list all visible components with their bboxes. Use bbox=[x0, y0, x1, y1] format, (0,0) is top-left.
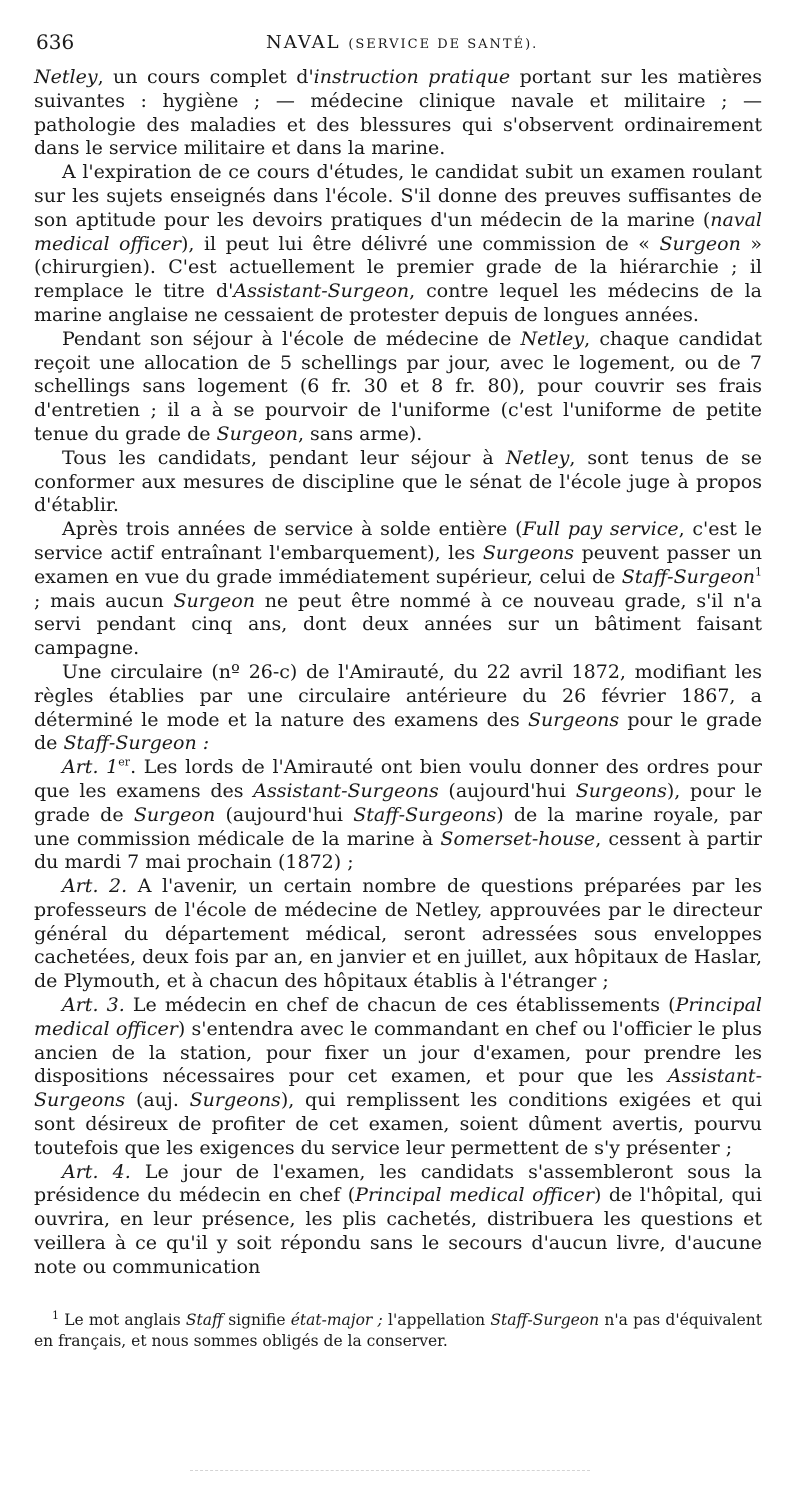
text-run: Le médecin en chef de chacun de ces établissements ( bbox=[124, 994, 676, 1017]
italic-text: Staff-Surgeon bbox=[621, 565, 755, 588]
italic-text: Netley bbox=[34, 66, 98, 88]
text-run: (auj. bbox=[125, 1089, 190, 1112]
text-run: A l'avenir, un certain nombre de questions préparées par les professeurs de l'école de médecine de Netley, approuvées par le directeur général du département médical, seront adressées sous enveloppes cachetées, deux fois par an, en janvier et en juillet, aux hôpitaux de Haslar, de Plymouth, et à chacun des hôpitaux établis à l'étranger ; bbox=[34, 875, 762, 993]
text-run: ), il peut lui être délivré une commission de « bbox=[181, 232, 660, 255]
italic-text: Surgeon bbox=[133, 803, 216, 826]
italic-text: Netley bbox=[505, 446, 570, 469]
italic-text: Art. 1 bbox=[62, 756, 119, 779]
article-paragraph bbox=[34, 756, 762, 875]
italic-text: Full pay service bbox=[522, 518, 679, 541]
italic-text: état-major ; bbox=[290, 1311, 383, 1329]
running-title: NAVAL bbox=[266, 32, 341, 53]
italic-text: instruction pratique bbox=[313, 66, 511, 88]
text-run: Tous les candidats, pendant leur séjour à bbox=[62, 446, 506, 469]
italic-text: Assistant-Surgeons bbox=[34, 1065, 762, 1112]
italic-text: Netley bbox=[520, 327, 585, 350]
page-header bbox=[36, 28, 760, 58]
footnotes bbox=[34, 1310, 762, 1352]
italic-text: Art. 2. bbox=[62, 875, 128, 898]
italic-text: Principal medical officer bbox=[34, 994, 762, 1040]
text-run: ), pour le grade de bbox=[34, 779, 762, 826]
article-paragraph bbox=[34, 1161, 762, 1280]
text-run: Le jour de l'examen, les candidats s'assembleront sous la présidence du médecin en chef ( bbox=[34, 1160, 762, 1207]
italic-text: Principal medical officer bbox=[355, 1184, 595, 1207]
text-run: ), qui remplissent les conditions exigées et qui sont désireux de profiter de cet examen, soient dûment avertis, pourvu toutefois que les exigences du service leur permettent de s'y présenter ; bbox=[34, 1089, 762, 1159]
italic-text: Surgeons bbox=[482, 541, 574, 564]
superscript: 1 bbox=[52, 1308, 59, 1322]
italic-text: Art. 3. bbox=[62, 994, 125, 1017]
italic-text: Assistant-Surgeon bbox=[233, 280, 410, 303]
bottom-smudge bbox=[190, 1470, 590, 1471]
article-paragraph bbox=[34, 994, 762, 1161]
text-run: pour le grade de bbox=[34, 708, 762, 755]
text-run: ; mais aucun bbox=[34, 589, 174, 612]
italic-text: naval medical officer bbox=[34, 208, 762, 255]
italic-text: Surgeon bbox=[216, 422, 298, 445]
italic-text: Staff-Surgeons bbox=[353, 803, 497, 826]
text-run: , contre lequel les médecins de la marine anglaise ne cessaient de protester depuis de longues années. bbox=[34, 280, 763, 326]
italic-text: Assistant-Surgeons bbox=[253, 779, 439, 802]
italic-text: Surgeons bbox=[575, 779, 667, 802]
paragraph bbox=[34, 661, 762, 756]
paragraph bbox=[34, 66, 762, 161]
running-subtitle: (SERVICE DE SANTÉ). bbox=[348, 37, 539, 52]
paragraph bbox=[34, 161, 762, 328]
text-run: , sont tenus de se conformer aux mesures de discipline que le sénat de l'école juge à propos d'établir. bbox=[34, 446, 763, 517]
text-run: ) de la marine royale, par une commission médicale de la marine à bbox=[34, 803, 763, 850]
text-run: » (chirurgien). C'est actuellement le premier grade de la hiérarchie ; il remplace le titre d' bbox=[34, 232, 762, 303]
text-run: ) de l'hôpital, qui ouvrira, en leur présence, les plis cachetés, distribuera les questions et veillera à ce qu'il y soit répondu sans le secours d'aucun livre, d'aucune note ou communication bbox=[34, 1184, 762, 1278]
text-run: ) s'entendra avec le commandant en chef ou l'officier le plus ancien de la station, pour fixer un jour d'examen, pour prendre les dispositions nécessaires pour cet examen, et pour que les bbox=[34, 1017, 763, 1088]
italic-text: Surgeon bbox=[173, 589, 255, 612]
text-run: ne peut être nommé à ce nouveau grade, s'il n'a servi pendant cinq ans, dont deux années sur un bâtiment faisant campagne. bbox=[34, 589, 762, 660]
italic-text: Staff bbox=[185, 1311, 223, 1329]
text-run: Le mot anglais bbox=[59, 1311, 186, 1329]
text-run: Après trois années de service à solde entière ( bbox=[62, 518, 523, 541]
superscript: er bbox=[118, 755, 131, 769]
text-run: , c'est le service actif entraînant l'embarquement), les bbox=[34, 518, 762, 564]
footnote bbox=[34, 1310, 762, 1352]
text-run: A l'expiration de ce cours d'études, le candidat subit un examen roulant sur les sujets enseignés dans l'école. S'il donne des preuves suffisantes de son aptitude pour les devoirs pratiques d'un médecin de la marine ( bbox=[34, 161, 762, 231]
text-run: , chaque candidat reçoit une allocation de 5 schellings par jour, avec le logement, ou de 7 schellings sans logement (6 fr. 30 et 8 fr. 80), pour couvrir ses frais d'entretien ; il a à se pourvoir de l'uniforme (c'est l'uniforme de petite tenue du grade de bbox=[34, 327, 762, 445]
paragraph bbox=[34, 518, 762, 661]
paragraph bbox=[34, 447, 762, 518]
article-paragraph bbox=[34, 875, 762, 994]
text-run: signifie bbox=[222, 1311, 291, 1329]
text-run: (aujourd'hui bbox=[438, 779, 576, 802]
text-run: . Les lords de l'Amirauté ont bien voulu donner des ordres pour que les examens des bbox=[34, 756, 763, 802]
text-run: portant sur les matières suivantes : hygiène ; — médecine clinique navale et militaire ; — pathologie des maladies et des blessures qui s'observent ordinairement dans le service militaire et dans la marine. bbox=[34, 66, 762, 160]
italic-text: Surgeons bbox=[189, 1089, 281, 1112]
italic-text: Staff-Surgeon : bbox=[63, 732, 210, 755]
superscript: 1 bbox=[755, 565, 762, 579]
text-run: peuvent passer un examen en vue du grade immédiatement supérieur, celui de bbox=[34, 541, 763, 588]
text-run: , sans arme). bbox=[297, 422, 423, 445]
running-head bbox=[266, 32, 538, 53]
italic-text: Staff-Surgeon bbox=[490, 1311, 600, 1329]
italic-text: Somerset-house bbox=[440, 827, 596, 850]
text-run: Pendant son séjour à l'école de médecine de bbox=[62, 327, 521, 350]
text-run: n'a pas d'équivalent en français, et nous sommes obligés de la conserver. bbox=[34, 1311, 762, 1350]
italic-text: Art. 4. bbox=[62, 1160, 131, 1183]
page-number: 636 bbox=[36, 30, 75, 54]
text-run: Une circulaire (nº 26-c) de l'Amirauté, du 22 avril 1872, modifiant les règles établies par une circulaire antérieure du 26 février 1867, a déterminé le mode et la nature des examens des bbox=[34, 660, 762, 731]
text-run: , cessent à partir du mardi 7 mai prochain (1872) ; bbox=[34, 827, 762, 874]
body-text bbox=[34, 66, 762, 1280]
text-run: (aujourd'hui bbox=[215, 803, 354, 826]
italic-text: Surgeon bbox=[659, 232, 741, 255]
text-run: l'appellation bbox=[382, 1311, 491, 1329]
italic-text: Surgeons bbox=[527, 708, 620, 731]
text-run: , un cours complet d' bbox=[97, 66, 314, 88]
paragraph bbox=[34, 328, 762, 447]
